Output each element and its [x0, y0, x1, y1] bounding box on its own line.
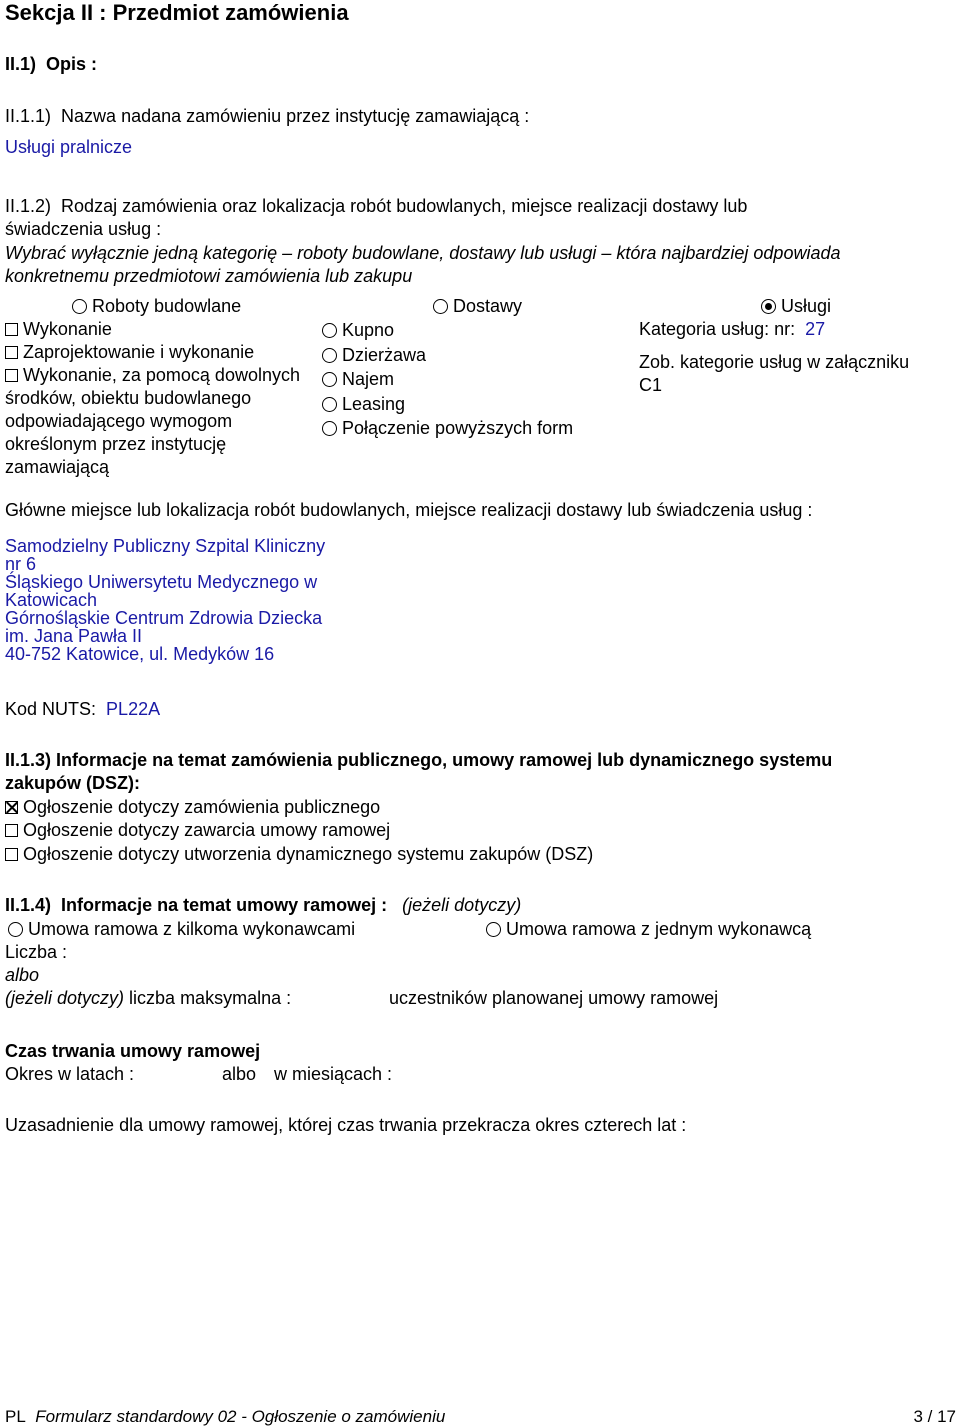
duration-or-label: albo: [222, 1064, 257, 1084]
radio-icon[interactable]: [486, 922, 501, 937]
option-wykonanie-pomoc-line4: określonym przez instytucję: [5, 434, 227, 454]
radio-icon[interactable]: [322, 323, 337, 338]
albo-label: albo: [5, 965, 40, 985]
s2-1-heading: [5, 54, 97, 76]
section-title: Sekcja II : Przedmiot zamówienia: [5, 0, 349, 25]
category-roboty-label: Roboty budowlane: [92, 296, 242, 316]
s2-1-3-title-line1: Informacje na temat zamówienia publicznego, umowy ramowej lub dynamicznego systemu: [56, 750, 833, 770]
s2-1-1-heading: [5, 106, 529, 128]
address-line-7: 40-752 Katowice, ul. Medyków 16: [5, 644, 275, 664]
footer-page-number: 3 / 17: [913, 1407, 956, 1426]
option-polaczenie[interactable]: [322, 418, 573, 440]
s2-1-2-note-line1: Wybrać wyłącznie jedną kategorię – roboty budowlane, dostawy lub usługi – która najbardziej odpowiada: [5, 243, 841, 263]
service-category-note-line2: C1: [639, 375, 663, 395]
nuts-code: [5, 699, 160, 721]
s2-1-3-title-line2: zakupów (DSZ):: [5, 773, 140, 793]
framework-one[interactable]: [486, 919, 811, 941]
option-zaprojektowanie-label: Zaprojektowanie i wykonanie: [23, 342, 255, 362]
s2-1-2-title-line1: Rodzaj zamówienia oraz lokalizacja robót budowlanych, miejsce realizacji dostawy lub: [61, 196, 748, 216]
radio-icon[interactable]: [8, 922, 23, 937]
s2-1-4-label: II.1.4): [5, 895, 52, 915]
option-najem-label: Najem: [342, 369, 395, 389]
liczba-label: Liczba :: [5, 942, 68, 962]
option-wykonanie-pomoc-line5: zamawiającą: [5, 457, 110, 477]
justification-label: Uzasadnienie dla umowy ramowej, której czas trwania przekracza okres czterech lat :: [5, 1115, 687, 1135]
radio-dostawy-icon[interactable]: [433, 299, 448, 314]
radio-uslugi-selected-icon[interactable]: [761, 299, 776, 314]
radio-roboty-icon[interactable]: [72, 299, 87, 314]
max-number-row: [5, 988, 291, 1010]
s2-1-4-title: Informacje na temat umowy ramowej :: [61, 895, 388, 915]
option-wykonanie-pomoc-line2: środków, obiektu budowlanego: [5, 388, 252, 408]
s2-1-1-label: II.1.1): [5, 106, 52, 126]
address-line-1: Samodzielny Publiczny Szpital Kliniczny: [5, 536, 326, 556]
checkbox-icon[interactable]: [5, 323, 18, 336]
category-roboty[interactable]: [72, 296, 241, 318]
option-wykonanie-pomoc[interactable]: [5, 365, 300, 387]
service-category-value: 27: [805, 319, 826, 339]
option-kupno-label: Kupno: [342, 320, 395, 340]
nuts-label: Kod NUTS:: [5, 699, 97, 719]
s2-1-1-title: Nazwa nadana zamówieniu przez instytucję zamawiającą :: [61, 106, 530, 126]
notice-framework-agreement-label: Ogłoszenie dotyczy zawarcia umowy ramowej: [23, 820, 391, 840]
option-zaprojektowanie[interactable]: [5, 342, 254, 364]
footer-lang: PL: [5, 1407, 26, 1426]
s2-1-label: II.1): [5, 54, 37, 74]
s2-1-4-note: (jeżeli dotyczy): [402, 895, 522, 915]
service-category: [639, 319, 825, 341]
s2-1-3-heading-line1: [5, 750, 832, 772]
duration-years-label: Okres w latach :: [5, 1064, 135, 1084]
category-uslugi-label: Usługi: [781, 296, 832, 316]
framework-many[interactable]: [8, 919, 355, 941]
radio-icon[interactable]: [322, 397, 337, 412]
address-line-6: im. Jana Pawła II: [5, 626, 143, 646]
s2-1-4-heading: [5, 895, 521, 917]
nuts-value: PL22A: [106, 699, 161, 719]
duration-months-label: w miesiącach :: [274, 1064, 393, 1084]
notice-dps-label: Ogłoszenie dotyczy utworzenia dynamicznego systemu zakupów (DSZ): [23, 844, 594, 864]
notice-public-contract-label: Ogłoszenie dotyczy zamówienia publicznego: [23, 797, 381, 817]
s2-1-2-label: II.1.2): [5, 196, 52, 216]
checkbox-checked-icon[interactable]: [5, 801, 18, 814]
notice-framework-agreement[interactable]: [5, 820, 390, 842]
checkbox-icon[interactable]: [5, 848, 18, 861]
address-line-5: Górnośląskie Centrum Zdrowia Dziecka: [5, 608, 323, 628]
service-category-note-line1: Zob. kategorie usług w załączniku: [639, 352, 910, 372]
option-wykonanie[interactable]: [5, 319, 112, 341]
s2-1-title: Opis :: [46, 54, 98, 74]
option-dzierzawa-label: Dzierżawa: [342, 345, 427, 365]
checkbox-icon[interactable]: [5, 824, 18, 837]
checkbox-icon[interactable]: [5, 369, 18, 382]
framework-one-label: Umowa ramowa z jednym wykonawcą: [506, 919, 812, 939]
option-wykonanie-label: Wykonanie: [23, 319, 112, 339]
option-leasing-label: Leasing: [342, 394, 406, 414]
option-polaczenie-label: Połączenie powyższych form: [342, 418, 574, 438]
option-dzierzawa[interactable]: [322, 345, 426, 367]
service-category-label: Kategoria usług: nr:: [639, 319, 796, 339]
option-najem[interactable]: [322, 369, 394, 391]
notice-public-contract[interactable]: [5, 797, 380, 819]
address-line-3: Śląskiego Uniwersytetu Medycznego w: [5, 572, 318, 592]
address-line-2: nr 6: [5, 554, 37, 574]
s2-1-3-label: II.1.3): [5, 750, 52, 770]
option-wykonanie-pomoc-line3: odpowiadającego wymogom: [5, 411, 233, 431]
checkbox-icon[interactable]: [5, 346, 18, 359]
category-dostawy[interactable]: [433, 296, 522, 318]
location-label: Główne miejsce lub lokalizacja robót budowlanych, miejsce realizacji dostawy lub świadczenia usług :: [5, 500, 813, 520]
radio-icon[interactable]: [322, 372, 337, 387]
option-kupno[interactable]: [322, 320, 394, 342]
duration-title: Czas trwania umowy ramowej: [5, 1041, 261, 1061]
option-wykonanie-pomoc-line1: Wykonanie, za pomocą dowolnych: [23, 365, 300, 385]
max-number-label: liczba maksymalna :: [129, 988, 292, 1008]
s2-1-2-heading-line1: [5, 196, 747, 218]
participants-label: uczestników planowanej umowy ramowej: [389, 988, 719, 1008]
radio-icon[interactable]: [322, 421, 337, 436]
radio-icon[interactable]: [322, 348, 337, 363]
category-dostawy-label: Dostawy: [453, 296, 523, 316]
notice-dps[interactable]: [5, 844, 593, 866]
contract-name-value: Usługi pralnicze: [5, 137, 133, 157]
framework-many-label: Umowa ramowa z kilkoma wykonawcami: [28, 919, 356, 939]
category-uslugi[interactable]: [761, 296, 831, 318]
footer-form: Formularz standardowy 02 - Ogłoszenie o zamówieniu: [35, 1407, 446, 1426]
if-applicable-label: (jeżeli dotyczy): [5, 988, 125, 1008]
option-leasing[interactable]: [322, 394, 405, 416]
s2-1-2-note-line2: konkretnemu przedmiotowi zamówienia lub zakupu: [5, 266, 413, 286]
s2-1-2-title-line2: świadczenia usług :: [5, 219, 162, 239]
footer-left: [5, 1407, 445, 1427]
address-line-4: Katowicach: [5, 590, 98, 610]
